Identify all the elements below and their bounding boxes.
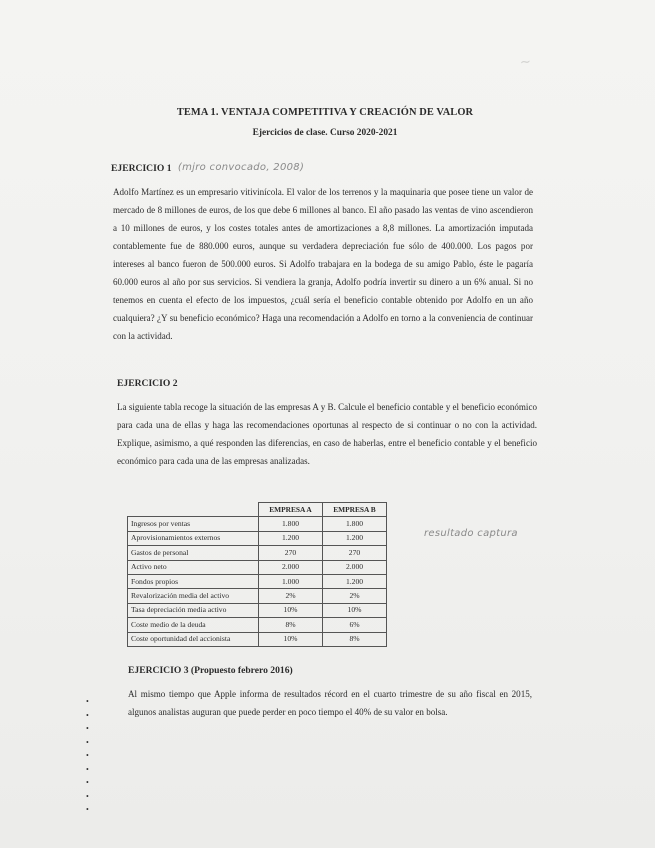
table-row xyxy=(128,531,387,545)
table-header-empresa-b: EMPRESA B xyxy=(323,503,387,517)
table-header-row xyxy=(128,503,387,517)
empresa-b-value: 1.200 xyxy=(323,531,387,545)
table-row xyxy=(128,517,387,531)
faint-handwriting-top-right: ~ xyxy=(519,54,532,71)
empresa-a-value: 8% xyxy=(259,618,323,632)
empresa-a-value: 1.800 xyxy=(259,517,323,531)
row-label: Revalorización media del activo xyxy=(128,589,259,603)
row-label: Coste medio de la deuda xyxy=(128,618,259,632)
empresa-a-value: 1.200 xyxy=(259,531,323,545)
table-row xyxy=(128,589,387,603)
empresa-b-value: 6% xyxy=(323,618,387,632)
row-label: Tasa depreciación media activo xyxy=(128,603,259,617)
exercise1-handwritten-note: (mjro convocado, 2008) xyxy=(177,162,305,173)
empresa-a-value: 1.000 xyxy=(259,574,323,588)
table-row xyxy=(128,603,387,617)
exercise1-text: Adolfo Martínez es un empresario vitivinícola. El valor de los terrenos y la maquinaria que posee tiene un valor de mercado de 8 millones de euros, de los que debe 6 millones al banco. El año pasado las ventas de vino ascendieron a 10 millones de euros, y los costes totales antes de amortizaciones a 8,8 millones. La amortización imputada contablemente fue de 880.000 euros, aunque su verdadera depreciación fue sólo de 400.000. Los pagos por intereses al banco fueron de 500.000 euros. Si Adolfo trabajara en la bodega de su amigo Pablo, éste le pagaría 60.000 euros al año por sus servicios. Si vendiera la granja, Adolfo podría invertir su dinero a un 6% anual. Si no tenemos en cuenta el efecto de los impuestos, ¿cuál sería el beneficio contable obtenido por Adolfo en un año cualquiera? ¿Y su beneficio económico? Haga una recomendación a Adolfo en torno a la conveniencia de continuar con la actividad. xyxy=(113,187,533,341)
empresa-b-value: 270 xyxy=(323,546,387,560)
exercise1-heading-text: EJERCICIO 1 xyxy=(111,163,172,174)
margin-mark: • xyxy=(86,778,89,787)
row-label: Ingresos por ventas xyxy=(128,517,259,531)
document-title: TEMA 1. VENTAJA COMPETITIVA Y CREACIÓN DE VALOR xyxy=(176,107,474,118)
empresa-b-value: 2% xyxy=(323,589,387,603)
row-label: Aprovisionamientos externos xyxy=(128,531,259,545)
empresa-a-value: 2% xyxy=(259,589,323,603)
table-row xyxy=(128,546,387,560)
empresa-b-value: 1.200 xyxy=(323,574,387,588)
table-row xyxy=(128,560,387,574)
row-label: Gastos de personal xyxy=(128,546,259,560)
margin-mark: • xyxy=(86,751,89,760)
table-header-empresa-a: EMPRESA A xyxy=(259,503,323,517)
exercise3-text: Al mismo tiempo que Apple informa de resultados récord en el cuarto trimestre de su año fiscal en 2015, algunos analistas auguran que puede perder en poco tiempo el 40% de su valor en bolsa. xyxy=(128,689,532,717)
margin-mark: • xyxy=(86,697,89,706)
empresa-b-value: 10% xyxy=(323,603,387,617)
table-row xyxy=(128,632,387,646)
row-label: Activo neto xyxy=(128,560,259,574)
margin-mark: • xyxy=(86,764,89,774)
margin-mark: • xyxy=(86,737,89,747)
exercise1-heading xyxy=(111,162,305,174)
exercise2-text: La siguiente tabla recoge la situación de las empresas A y B. Calcule el beneficio contable y el beneficio económico para cada una de ellas y haga las recomendaciones oportunas al respecto de si continuar o no con la actividad. Explique, asimismo, a qué responden las diferencias, en caso de haberlas, entre el beneficio contable y el beneficio económico para cada una de las empresas analizadas. xyxy=(117,402,537,466)
margin-mark: • xyxy=(86,724,89,733)
empresa-b-value: 8% xyxy=(323,632,387,646)
empresa-b-value: 1.800 xyxy=(323,517,387,531)
empresa-a-value: 2.000 xyxy=(259,560,323,574)
margin-mark: • xyxy=(86,710,89,720)
margin-mark: • xyxy=(86,805,89,814)
empresa-a-value: 10% xyxy=(259,632,323,646)
companies-table xyxy=(127,502,387,647)
exercise2-handwritten-note: resultado captura xyxy=(424,528,518,539)
table-row xyxy=(128,618,387,632)
table-row xyxy=(128,574,387,588)
empresa-b-value: 2.000 xyxy=(323,560,387,574)
table-header-empty xyxy=(128,503,259,517)
document-subtitle: Ejercicios de clase. Curso 2020-2021 xyxy=(252,128,398,138)
exercise2-heading: EJERCICIO 2 xyxy=(117,378,178,389)
empresa-a-value: 10% xyxy=(259,603,323,617)
exercise3-heading: EJERCICIO 3 (Propuesto febrero 2016) xyxy=(128,665,293,676)
margin-marks xyxy=(86,695,89,817)
row-label: Coste oportunidad del accionista xyxy=(128,632,259,646)
margin-mark: • xyxy=(86,791,89,801)
row-label: Fondos propios xyxy=(128,574,259,588)
empresa-a-value: 270 xyxy=(259,546,323,560)
